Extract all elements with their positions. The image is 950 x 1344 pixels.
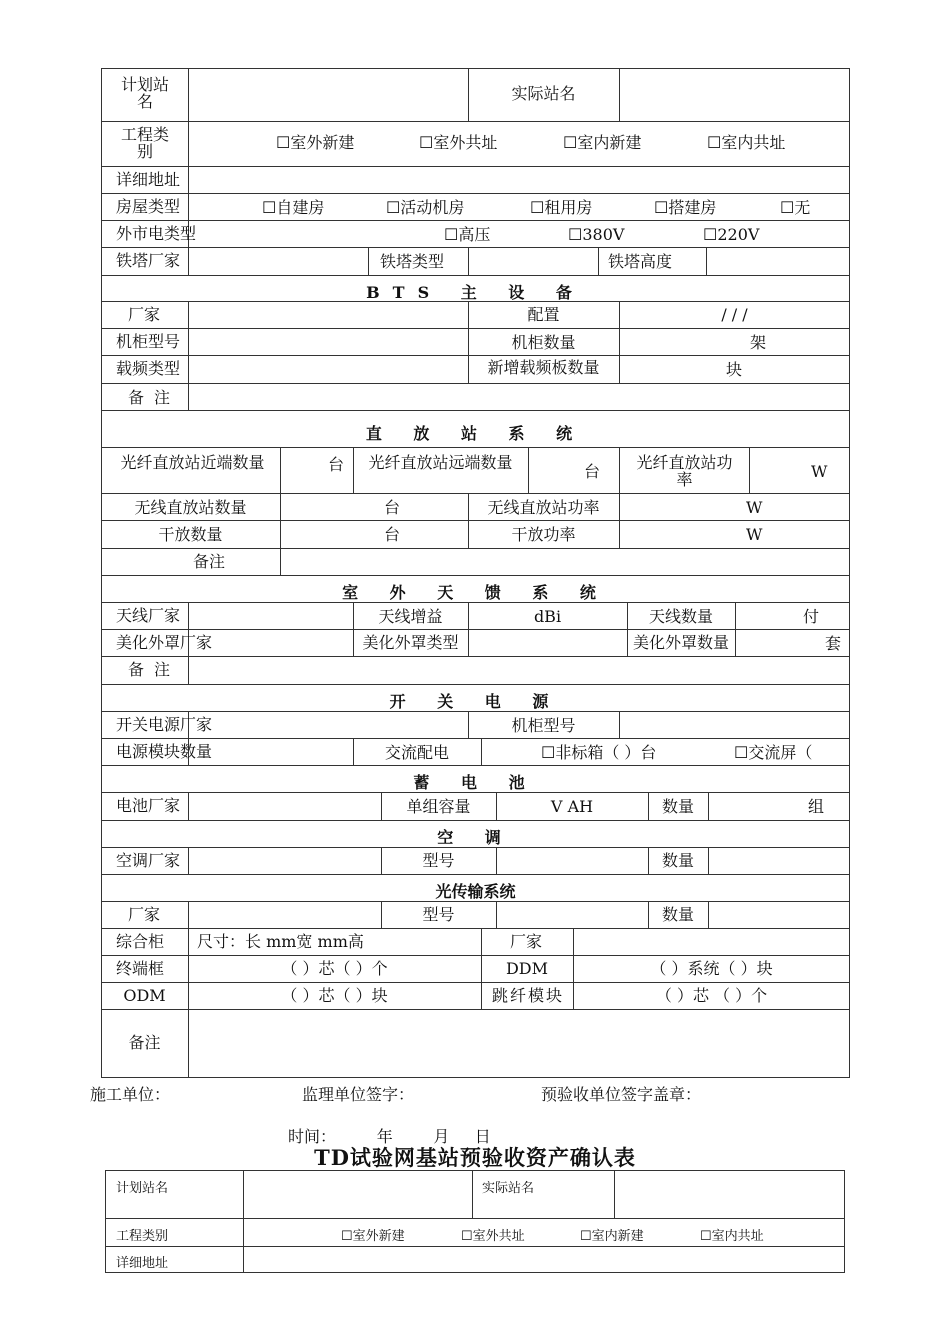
optical-vendor-label: 厂家 [128,905,161,924]
opt-temporary[interactable]: ☐搭建房 [654,198,717,217]
address-label: 详细地址 [116,170,181,189]
psu-ac-dist-label: 交流配电 [384,743,449,762]
trunk-qty-unit: 台 [384,525,401,544]
opt-high-voltage[interactable]: ☐高压 [444,225,491,244]
ac-model-label: 型号 [422,851,455,870]
fiber-power-label: 光纤直放站功率 [636,453,733,489]
battery-vendor-label: 电池厂家 [116,796,181,815]
combo-cabinet-label: 综合柜 [116,932,165,951]
antenna-qty-unit: 付 [803,607,820,626]
tower-vendor-label: 铁塔厂家 [116,251,181,270]
repeater-section-header: 直 放 站 系 统 [365,424,586,443]
combo-cabinet-size: 尺寸：长 mm宽 mm高 [197,932,364,951]
odm-label: ODM [123,986,166,1005]
opt-none[interactable]: ☐无 [780,198,811,217]
battery-capacity-unit: V AH [550,797,594,816]
bts-config-label: 配置 [527,305,560,324]
form2-table [105,1170,845,1273]
form2-plan-name-label: 计划站名 [116,1181,169,1196]
terminal-frame-value: （ ）芯（ ）个 [281,959,388,978]
opt-rented[interactable]: ☐租用房 [530,198,593,217]
battery-qty-unit: 组 [808,797,825,816]
jump-fiber-value: （ ）芯 （ ）个 [655,986,768,1005]
mains-type-label: 外市电类型 [116,224,197,243]
bts-board-unit: 块 [726,360,743,379]
optical-remark-label: 备注 [128,1033,161,1052]
tower-height-label: 铁塔高度 [608,252,673,271]
cover-qty-unit: 套 [825,634,842,653]
form2-opt-indoor-new[interactable]: ☐室内新建 [580,1229,644,1244]
bts-carrier-type-label: 载频类型 [116,359,181,378]
supervisor-signature-label: 监理单位签字： [302,1085,415,1104]
repeater-remark-label: 备注 [192,552,225,571]
opt-mobile-room[interactable]: ☐活动机房 [386,198,465,217]
bts-cabinet-unit: 架 [750,333,767,352]
bts-cabinet-model-label: 机柜型号 [116,332,181,351]
construction-unit-label: 施工单位： [90,1085,171,1104]
psu-module-qty-label: 电源模块数量 [116,742,213,761]
fiber-far-unit: 台 [584,462,601,481]
opt-ac-screen[interactable]: ☐交流屏（ [734,743,813,762]
opt-220v[interactable]: ☐220V [703,225,760,244]
fiber-power-unit: W [811,462,828,481]
bts-config-value: / / / [721,305,748,324]
terminal-frame-label: 终端框 [116,959,165,978]
fiber-near-qty-label: 光纤直放站近端数量 [120,453,265,472]
antenna-gain-label: 天线增益 [378,607,443,626]
ac-qty-label: 数量 [661,851,694,870]
wireless-power-unit: W [746,498,763,517]
wireless-qty-unit: 台 [384,498,401,517]
opt-380v[interactable]: ☐380V [568,225,625,244]
fiber-far-qty-label: 光纤直放站远端数量 [368,453,513,472]
cover-qty-label: 美化外罩数量 [632,633,729,652]
tower-type-label: 铁塔类型 [380,252,445,271]
battery-qty-label: 数量 [661,797,694,816]
opt-nonstandard-box[interactable]: ☐非标箱（ ）台 [541,743,657,762]
form2-opt-outdoor-shared[interactable]: ☐室外共址 [461,1229,525,1244]
bts-remark-label: 备注 [128,388,181,407]
form2-opt-outdoor-new[interactable]: ☐室外新建 [341,1229,405,1244]
ddm-label: DDM [505,959,549,978]
ac-section-header: 空 调 [437,828,514,847]
opt-outdoor-shared[interactable]: ☐室外共址 [419,133,498,152]
psu-section-header: 开 关 电 源 [389,692,562,711]
bts-section-header: BTS 主 设 备 [366,283,585,302]
ddm-value: （ ）系统（ ）块 [650,959,773,978]
antenna-gain-unit: dBi [533,607,562,626]
trunk-power-label: 干放功率 [511,525,576,544]
psu-vendor-label: 开关电源厂家 [116,715,213,734]
cover-type-label: 美化外罩类型 [362,633,459,652]
jump-fiber-label: 跳纤模块 [491,986,564,1005]
form2-title: TD试验网基站预验收资产确认表 [314,1145,636,1170]
bts-new-board-label: 新增载频板数量 [487,358,600,377]
bts-cabinet-qty-label: 机柜数量 [511,333,576,352]
form2-address-label: 详细地址 [116,1256,169,1271]
trunk-qty-label: 干放数量 [158,525,223,544]
opt-outdoor-new[interactable]: ☐室外新建 [276,133,355,152]
antenna-vendor-label: 天线厂家 [116,606,181,625]
optical-qty-label: 数量 [661,905,694,924]
date-line: 时间： 年 月 日 [288,1127,491,1146]
acceptance-signature-label: 预验收单位签字盖章： [541,1085,702,1104]
plan-site-name-label: 计划站名 [120,75,169,111]
opt-indoor-shared[interactable]: ☐室内共址 [707,133,786,152]
combo-cabinet-vendor-label: 厂家 [510,932,543,951]
room-type-label: 房屋类型 [116,197,181,216]
psu-cabinet-model-label: 机柜型号 [511,716,576,735]
optical-model-label: 型号 [422,905,455,924]
optical-section-header: 光传输系统 [435,882,516,901]
ac-vendor-label: 空调厂家 [116,851,181,870]
form2-project-type-label: 工程类别 [116,1229,169,1244]
wireless-qty-label: 无线直放站数量 [134,498,247,517]
bts-vendor-label: 厂家 [128,305,161,324]
project-type-label: 工程类别 [120,125,169,161]
wireless-power-label: 无线直放站功率 [487,498,600,517]
battery-section-header: 蓄 电 池 [413,773,538,792]
trunk-power-unit: W [746,525,763,544]
fiber-near-unit: 台 [328,455,345,474]
opt-self-built[interactable]: ☐自建房 [262,198,325,217]
form2-actual-name-label: 实际站名 [482,1181,535,1196]
odm-value: （ ）芯（ ）块 [281,986,388,1005]
antenna-remark-label: 备注 [128,660,181,679]
opt-indoor-new[interactable]: ☐室内新建 [563,133,642,152]
actual-site-name-label: 实际站名 [511,84,576,103]
form2-opt-indoor-shared[interactable]: ☐室内共址 [700,1229,764,1244]
cover-vendor-label: 美化外罩厂家 [116,633,213,652]
battery-capacity-label: 单组容量 [406,797,471,816]
antenna-qty-label: 天线数量 [648,607,713,626]
antenna-section-header: 室 外 天 馈 系 统 [342,583,609,602]
